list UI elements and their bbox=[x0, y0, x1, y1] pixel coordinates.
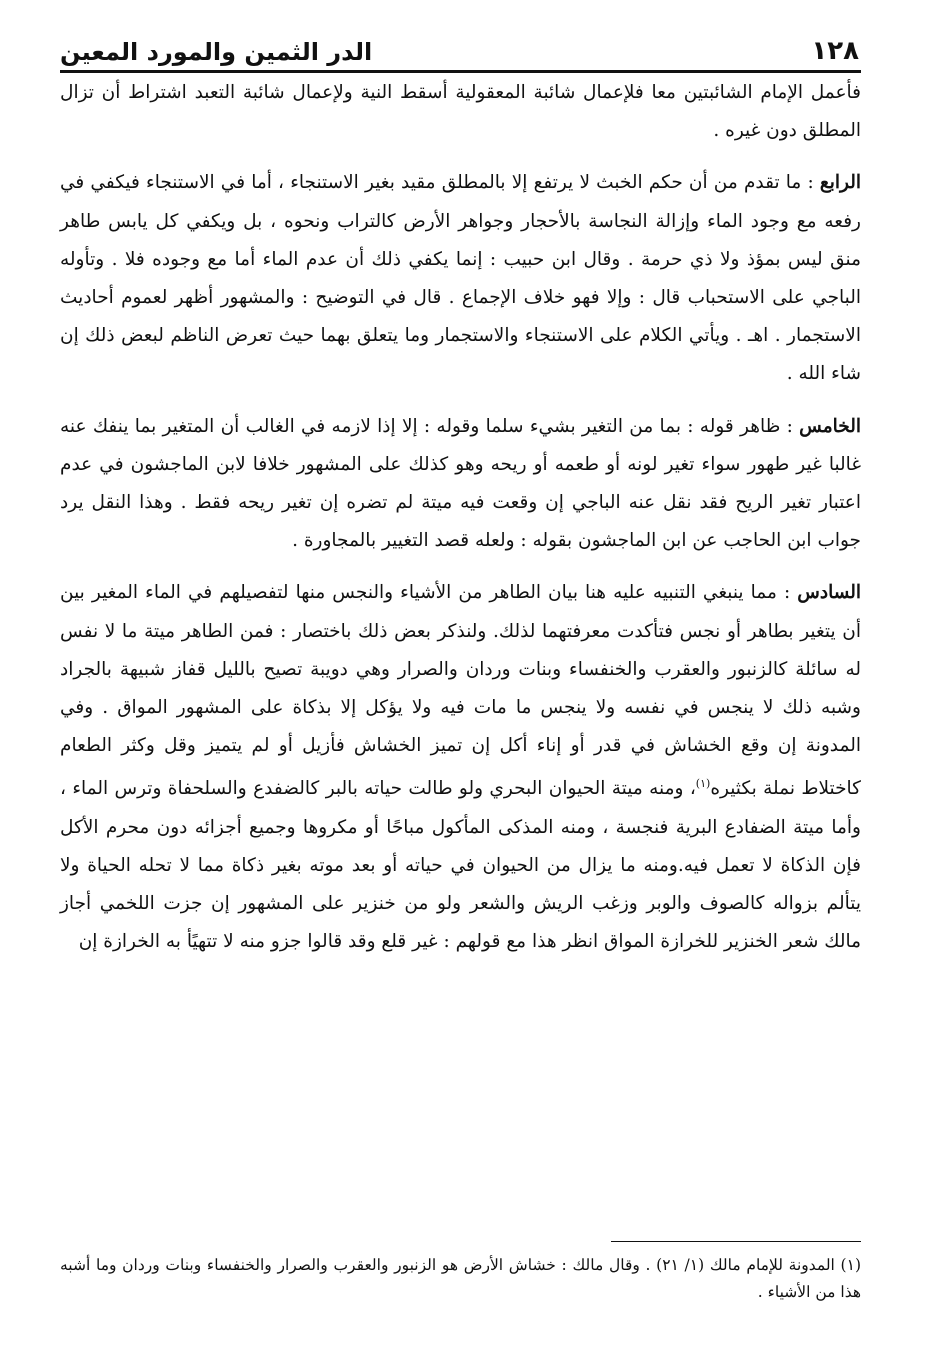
paragraph-continuation bbox=[60, 74, 861, 150]
section-lead: الخامس bbox=[799, 415, 861, 437]
book-title: الدر الثمين والمورد المعين bbox=[60, 38, 373, 66]
paragraph-fourth bbox=[60, 164, 861, 393]
footnote-reference[interactable]: (١) bbox=[695, 777, 711, 791]
section-lead: السادس bbox=[797, 582, 861, 604]
paragraph-text: فأعمل الإمام الشائبتين معا فلإعمال شائبة المعقولية أسقط النية ولإعمال شائبة التعبد اشتراط أن تزال المطلق دون غيره . bbox=[60, 82, 861, 142]
main-text bbox=[60, 74, 861, 976]
running-header bbox=[60, 26, 859, 66]
paragraph-text: ، ومنه ميتة الحيوان البحري ولو طالت حياته بالبر كالضفدع والسلحفاة وترس الماء ، وأما ميتة الضفادع البرية فنجسة ، ومنه المذكى المأكول مباحًا أو مكروها وجميع أجزائه دون محرم الأكل فإن الذكاة لا تعمل فيه.ومنه ما يزال من الحيوان في حياته أو بعد موته بغير ذكاة مما لا تحله الحياة ولا يتألم بزواله كالصوف والوبر وزغب الريش والشعر ولو من خنزير على المشهور إن جزت اللخمي أجاز مالك شعر الخنزير للخرازة المواق انظر هذا مع قولهم : غير قلع وقد قالوا جزو منه لا تتهيًأ به الخرازة إن bbox=[60, 778, 861, 953]
paragraph-text: : ما تقدم من أن حكم الخبث لا يرتفع إلا بالمطلق مقيد بغير الاستنجاء ، أما في الاستنجاء فيكفي في رفعه مع وجود الماء وإزالة النجاسة بالأحجار وجواهر الأرض كالتراب ونحوه ، بل ويكفي كل يابس طاهر منق ليس بمؤذ ولا ذي حرمة . وقال ابن حبيب : إنما يكفي ذلك أن عدم الماء أما مع وجوده فلا . وتأوله الباجي على الاستحباب قال : وإلا فهو خلاف الإجماع . قال في التوضيح : والمشهور أظهر لعموم أحاديث الاستجمار . اهـ . ويأتي الكلام على الاستنجاء والاستجمار وما يتعلق بهما حيث تعرض الناظم لبعض ذلك إن شاء الله . bbox=[60, 172, 861, 385]
paragraph-text: : مما ينبغي التنبيه عليه هنا بيان الطاهر من الأشياء والنجس منها لتفصيلهم في الماء المغير بين أن يتغير بطاهر أو نجس فتأكدت معرفتهما لذلك. ولنذكر بعض ذلك باختصار : فمن الطاهر ميتة ما لا نفس له سائلة كالزنبور والعقرب والخنفساء وبنات وردان والصرار وهي دويبة تصيح بالليل قفاز شبيهة بالجراد وشبه ذلك لا ينجس في نفسه ولا ينجس ما مات فيه ولا يؤكل إلا بذكاة على المشهور المواق . وفي المدونة إن وقع الخشاش في قدر أو إناء أكل إن تميز الخشاش فأزيل أو لم يتميز وقل وكثر الطعام كاختلاط نملة بكثيره bbox=[60, 582, 861, 800]
section-lead: الرابع bbox=[819, 172, 861, 194]
footnote-divider bbox=[611, 1241, 861, 1242]
footnote-1: (١) المدونة للإمام مالك (١/ ٢١) . وقال مالك : خشاش الأرض هو الزنبور والعقرب والصرار والخنفساء وبنات وردان وما أشبه هذا من الأشياء . bbox=[60, 1256, 861, 1301]
paragraph-sixth bbox=[60, 574, 861, 961]
footnotes bbox=[60, 1252, 861, 1306]
header-divider bbox=[60, 70, 861, 73]
paragraph-fifth bbox=[60, 408, 861, 561]
page-number: ١٢٨ bbox=[811, 36, 859, 66]
paragraph-text: : ظاهر قوله : بما من التغير بشيء سلما وقوله : إلا إذا لازمه في الغالب أن المتغير بما ينفك عنه غالبا غير طهور سواء تغير لونه أو طعمه أو ريحه وهو كذلك على المشهور خلافا لابن الماجشون في عدم اعتبار تغير الريح فقد نقل عنه الباجي إن وقعت فيه ميتة لم تضره إن تغير ريحه فقط . وهذا النقل يرد جواب ابن الحاجب عن ابن الماجشون بقوله : ولعله قصد التغيير بالمجاورة . bbox=[60, 415, 861, 552]
